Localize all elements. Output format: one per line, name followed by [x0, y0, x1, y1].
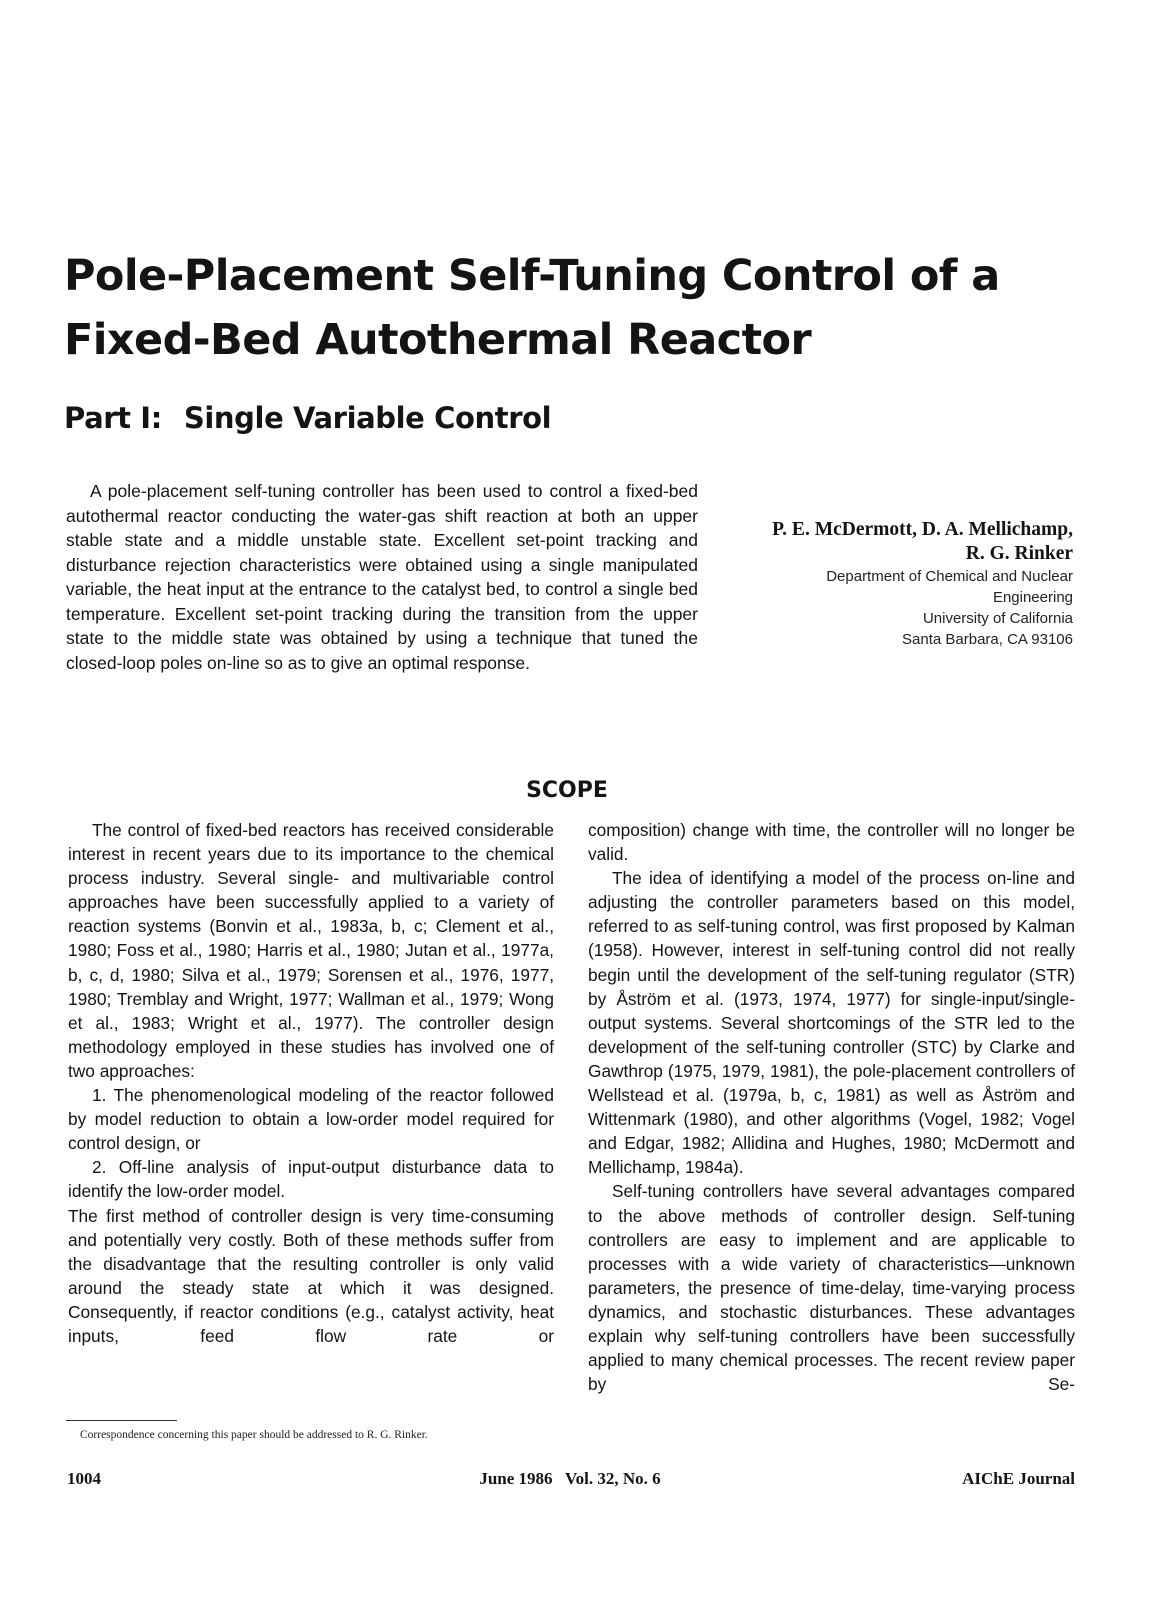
scope-paragraph-1: The control of fixed-bed reactors has received considerable interest in recent years due to its importance to the chemical process industry. Several single- and multivariable control approaches have been successfully applied to a variety of reaction systems (Bonvin et al., 1983a, b, c; Clement et al., 1980; Foss et al., 1980; Harris et al., 1980; Jutan et al., 1977a, b, c, d, 1980; Silva et al., 1979; Sorensen et al., 1976, 1977, 1980; Tremblay and Wright, 1977; Wallman et al., 1979; Wong et al., 1983; Wright et al., 1977). The controller design methodology employed in these studies has involved one of two approaches:	[68, 820, 554, 1081]
author-block	[735, 518, 1073, 650]
right-column	[588, 818, 1075, 1396]
part-title: Single Variable Control	[183, 401, 552, 435]
affiliation-line-1: Department of Chemical and Nuclear	[826, 568, 1073, 585]
approach-item-2: 2. Off-line analysis of input-output disturbance data to identify the low-order model.	[68, 1157, 554, 1202]
scope-paragraph-3: composition) change with time, the controller will no longer be valid.	[588, 820, 1075, 865]
footnote: Correspondence concerning this paper should be addressed to R. G. Rinker.	[80, 1429, 428, 1441]
abstract: A pole-placement self-tuning controller has been used to control a fixed-bed autothermal reactor conducting the water-gas shift reaction at both an upper stable state and a middle unstable state. Excellent set-point tracking and disturbance rejection characteristics were obtained using a single manipulated variable, the heat input at the entrance to the catalyst bed, to control a single bed temperature. Excellent set-point tracking during the transition from the upper state to the middle state was obtained by using a technique that tuned the closed-loop poles on-line so as to give an optimal response.	[66, 481, 698, 673]
section-heading-scope: SCOPE	[526, 778, 608, 803]
affiliation-line-3: University of California	[922, 610, 1073, 627]
page-number: 1004	[67, 1469, 101, 1488]
part-heading	[64, 398, 551, 438]
part-label: Part I:	[64, 401, 162, 435]
affiliation-line-2: Engineering	[992, 589, 1073, 606]
scope-paragraph-5: Self-tuning controllers have several advantages compared to the above methods of controller design. Self-tuning controllers are easy to implement and are applicable to processes with a wide variety of characteristics—unknown parameters, the presence of time-delay, time-varying process dynamics, and stochastic disturbances. These advantages explain why self-tuning controllers have been successfully applied to many chemical processes. The recent review paper by Se-	[588, 1181, 1075, 1395]
affiliation-line-4: Santa Barbara, CA 93106	[902, 631, 1073, 648]
article-title: Pole-Placement Self-Tuning Control of a Fixed-Bed Autothermal Reactor	[64, 251, 1000, 365]
journal-name: AIChE Journal	[962, 1469, 1075, 1488]
author-names-line-2: R. G. Rinker	[965, 543, 1073, 564]
scope-paragraph-2: The first method of controller design is very time-consuming and potentially very costly. Both of these methods suffer from the disadvantage that the resulting controller is only valid around the steady state at which it was designed. Consequently, if reactor conditions (e.g., catalyst activity, heat inputs, feed flow rate or	[68, 1205, 554, 1346]
left-column	[68, 818, 554, 1348]
approach-item-1: 1. The phenomenological modeling of the reactor followed by model reduction to obtain a low-order model required for control design, or	[68, 1085, 554, 1154]
footnote-divider	[66, 1420, 177, 1421]
issue-info: June 1986 Vol. 32, No. 6	[479, 1469, 661, 1488]
scope-paragraph-4: The idea of identifying a model of the process on-line and adjusting the controller parameters based on this model, referred to as self-tuning control, was first proposed by Kalman (1958). However, interest in self-tuning control did not really begin until the development of the self-tuning regulator (STR) by Åström et al. (1973, 1974, 1977) for single-input/single-output systems. Several shortcomings of the STR led to the development of the self-tuning controller (STC) by Clarke and Gawthrop (1975, 1979, 1981), the pole-placement controllers of Wellstead et al. (1979a, b, c, 1981) as well as Åström and Wittenmark (1980), and other algorithms (Vogel, 1982; Vogel and Edgar, 1982; Allidina and Hughes, 1980; McDermott and Mellichamp, 1984a).	[588, 868, 1075, 1178]
author-names-line-1: P. E. McDermott, D. A. Mellichamp,	[772, 519, 1073, 540]
